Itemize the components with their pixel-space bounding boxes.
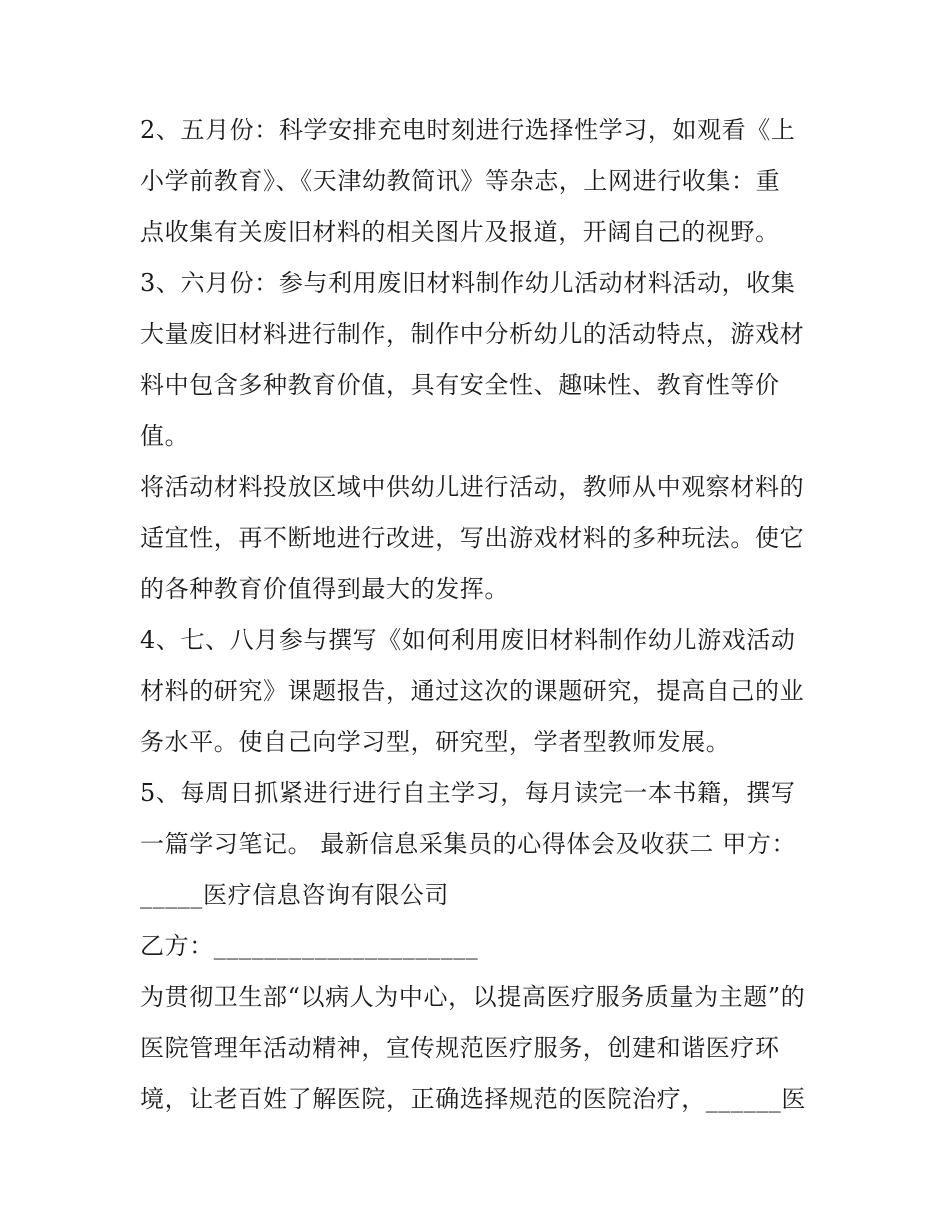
text-line: 2、五月份：科学安排充电时刻进行选择性学习，如观看《上	[140, 116, 796, 144]
text-line: 材料的研究》课题报告，通过这次的课题研究，提高自己的业	[140, 677, 805, 705]
text-line: 一篇学习笔记。 最新信息采集员的心得体会及收获二 甲方：	[140, 830, 797, 858]
text-line: 的各种教育价值得到最大的发挥。	[140, 575, 509, 603]
text-line: 务水平。使自己向学习型，研究型，学者型教师发展。	[140, 728, 731, 756]
text-line: 乙方：_____________________	[140, 932, 479, 960]
text-line: 值。	[140, 422, 190, 450]
text-line: 境，让老百姓了解医院，正确选择规范的医院治疗，______医	[140, 1085, 806, 1113]
text-line: 4、七、八月参与撰写《如何利用废旧材料制作幼儿游戏活动	[140, 626, 796, 654]
text-line: _____医疗信息咨询有限公司	[140, 881, 449, 909]
text-line: 小学前教育》、《天津幼教简讯》等杂志，上网进行收集：重	[140, 167, 781, 195]
text-line: 5、每周日抓紧进行进行自主学习，每月读完一本书籍，撰写	[140, 779, 796, 807]
text-line: 将活动材料投放区域中供幼儿进行活动，教师从中观察材料的	[140, 473, 805, 501]
text-line: 医院管理年活动精神，宣传规范医疗服务，创建和谐医疗环	[140, 1034, 780, 1062]
text-line: 为贯彻卫生部“以病人为中心，以提高医疗服务质量为主题”的	[140, 983, 806, 1011]
text-line: 料中包含多种教育价值，具有安全性、趣味性、教育性等价	[140, 371, 780, 399]
text-line: 点收集有关废旧材料的相关图片及报道，开阔自己的视野。	[140, 218, 780, 246]
text-line: 适宜性，再不断地进行改进，写出游戏材料的多种玩法。使它	[140, 524, 805, 552]
text-line: 3、六月份：参与利用废旧材料制作幼儿活动材料活动，收集	[140, 269, 796, 297]
text-line: 大量废旧材料进行制作，制作中分析幼儿的活动特点，游戏材	[140, 320, 805, 348]
document-body	[140, 105, 820, 1125]
